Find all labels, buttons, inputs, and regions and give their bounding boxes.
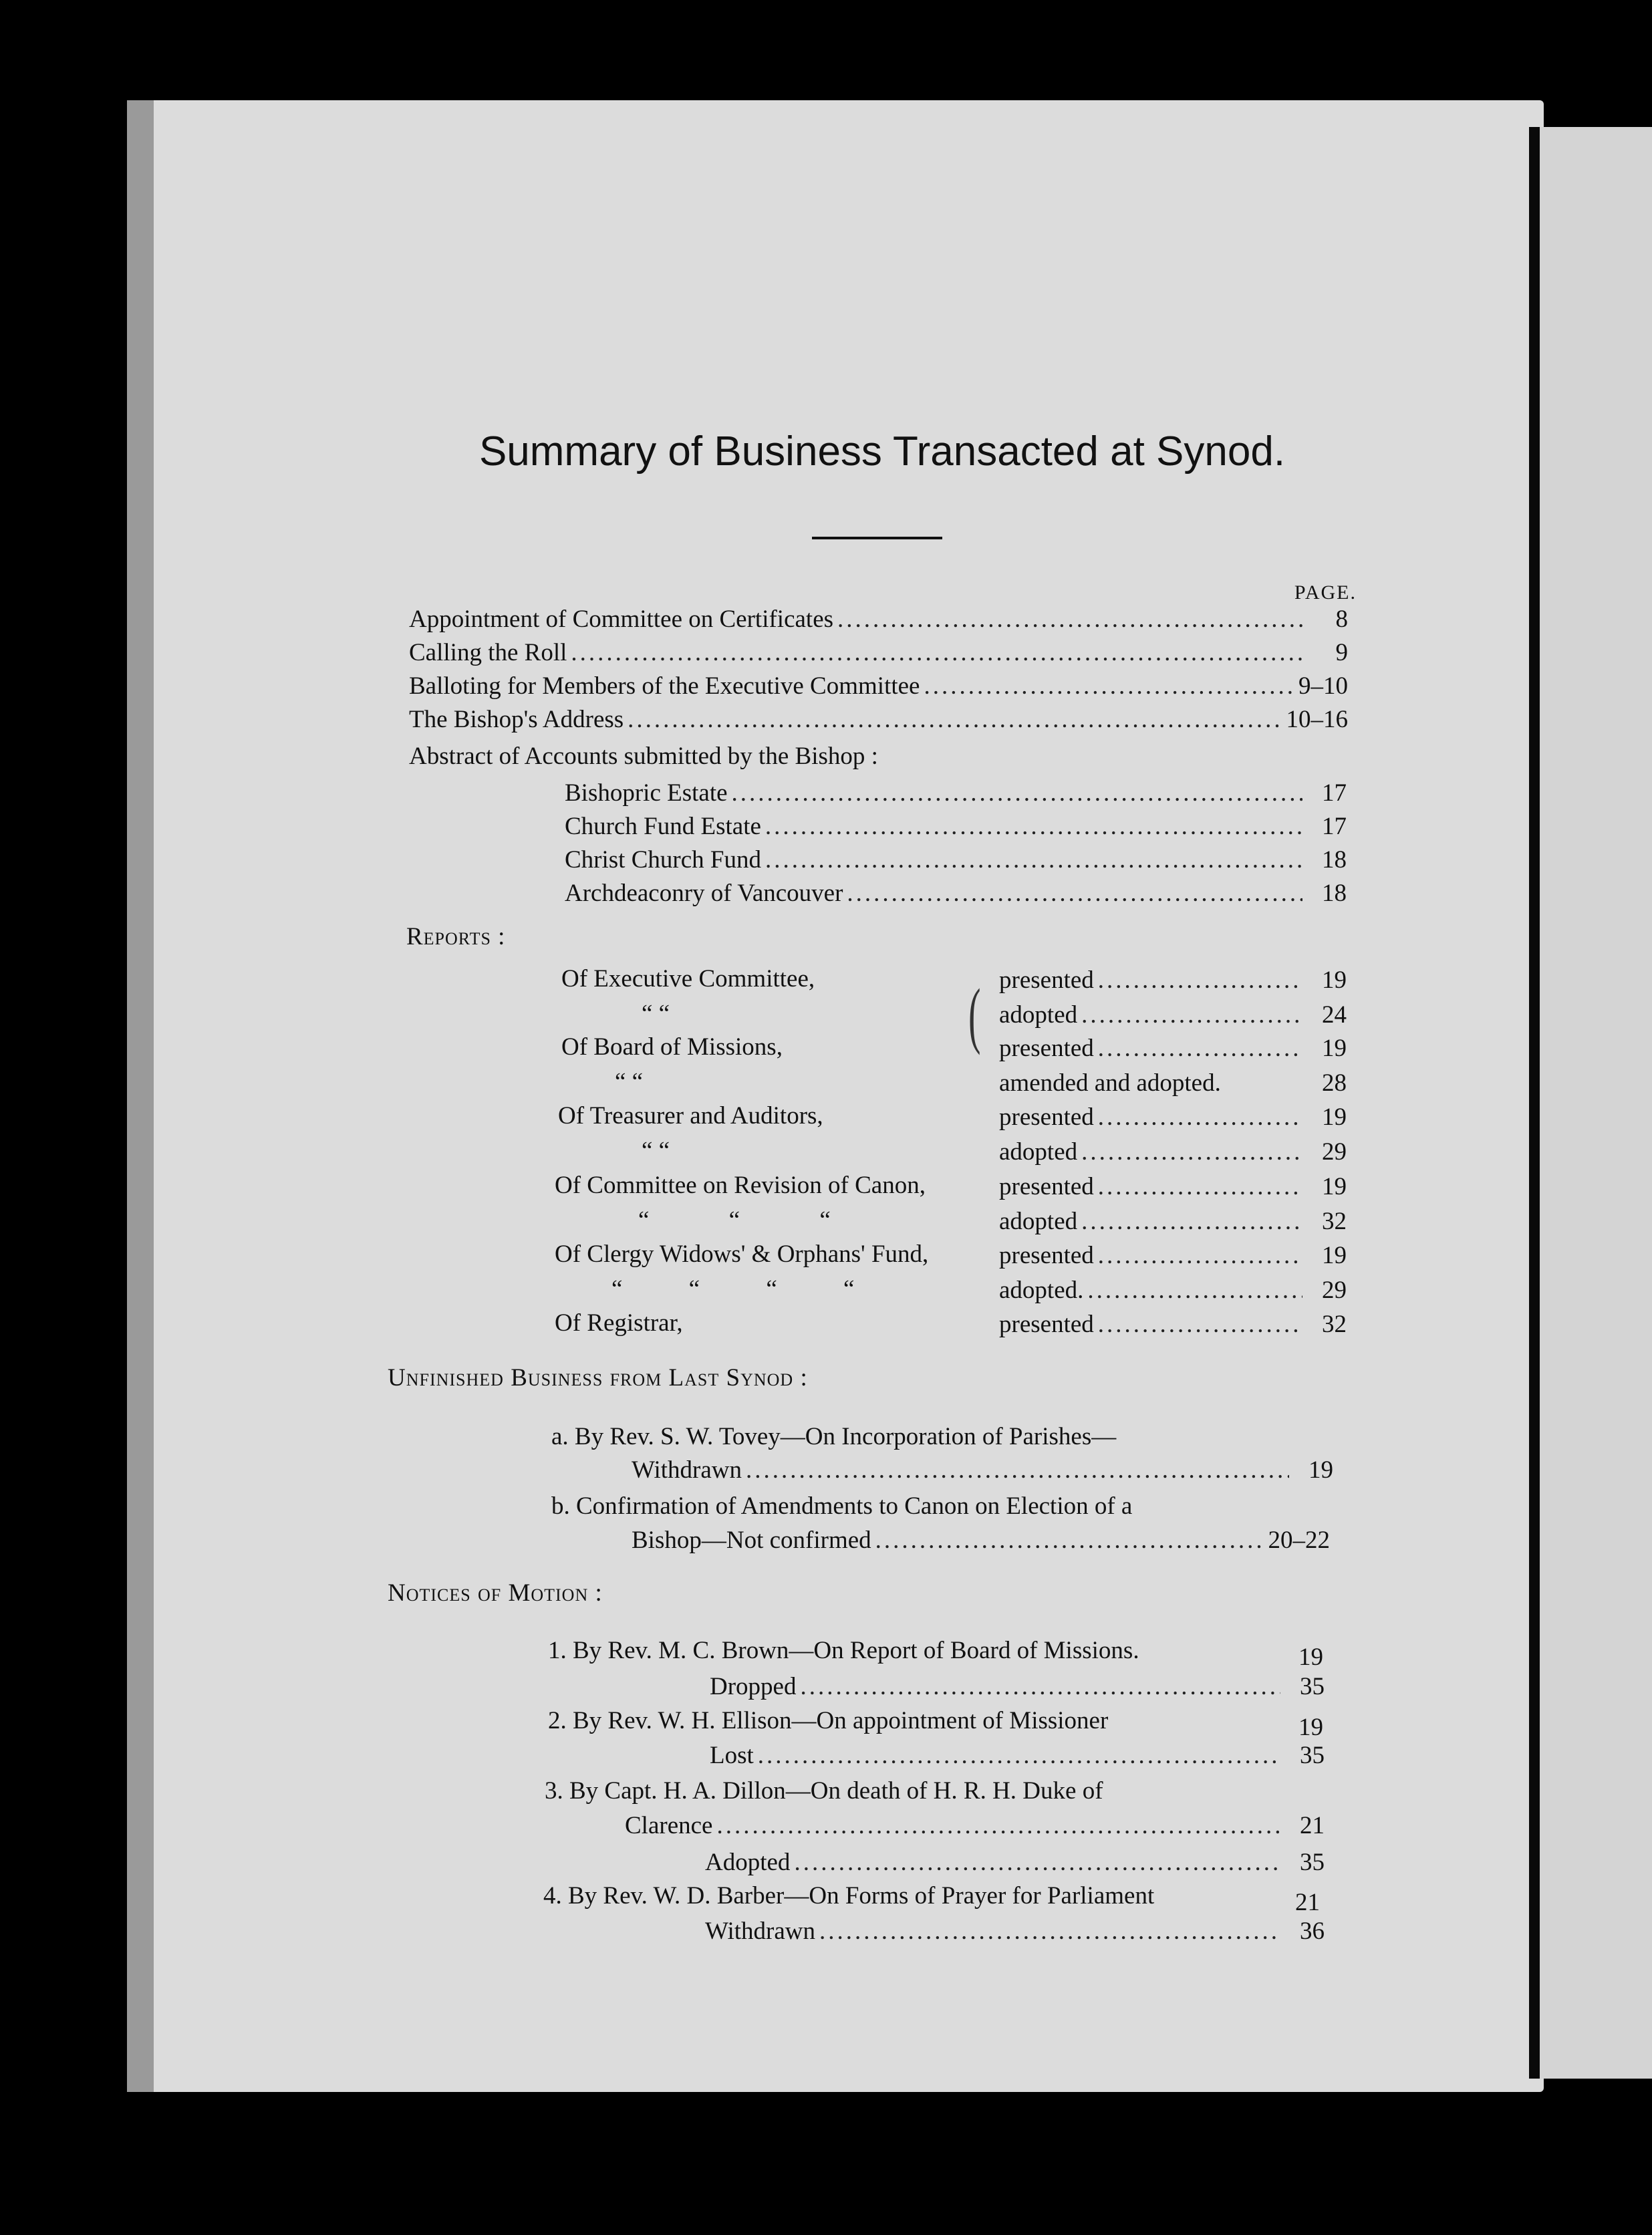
- report-action: adopted.: [999, 1277, 1084, 1304]
- leader-dots: [819, 1917, 1280, 1946]
- item-text: Withdrawn: [705, 1918, 815, 1945]
- item-continuation: [710, 1672, 1325, 1706]
- report-label: Of Registrar,: [555, 1309, 683, 1337]
- leader-dots: [847, 879, 1302, 908]
- report-page: 32: [1322, 1311, 1347, 1338]
- leader-dots: [746, 1456, 1289, 1484]
- leader-dots: [716, 1811, 1280, 1840]
- leader-dots: [758, 1741, 1280, 1770]
- report-action: presented: [999, 966, 1094, 994]
- report-action: adopted: [999, 1138, 1078, 1166]
- facing-page: [1540, 127, 1652, 2079]
- ditto-marks: “ “ “: [638, 1206, 831, 1234]
- report-action: presented: [999, 1311, 1094, 1338]
- item-page: 19: [1298, 1644, 1323, 1671]
- ditto-marks: “ “: [642, 1000, 670, 1027]
- leader-dots: [1098, 1172, 1302, 1201]
- report-row: [999, 1034, 1347, 1067]
- toc-entry: [565, 845, 1347, 879]
- item-page: 35: [1300, 1849, 1325, 1876]
- toc-entry: [565, 779, 1347, 812]
- report-page: 19: [1322, 1035, 1347, 1062]
- report-page: 29: [1322, 1138, 1347, 1166]
- item-page: 35: [1300, 1742, 1325, 1769]
- ditto-marks: “ “: [615, 1068, 644, 1095]
- report-row: [999, 1172, 1347, 1206]
- item-text: 1. By Rev. M. C. Brown—On Report of Board of Missions.: [548, 1637, 1139, 1664]
- item-continuation: [632, 1526, 1330, 1559]
- report-page: 19: [1322, 966, 1347, 994]
- report-action: presented: [999, 1035, 1094, 1062]
- toc-entry-text: Church Fund Estate: [565, 813, 761, 840]
- toc-entry: [565, 879, 1347, 912]
- item-page: 19: [1309, 1456, 1333, 1484]
- leader-dots: [1098, 1310, 1302, 1339]
- section-heading: Reports :: [406, 923, 506, 950]
- toc-entry-page: 17: [1322, 813, 1347, 840]
- book-edge: [127, 100, 154, 2092]
- report-page: 28: [1322, 1069, 1347, 1097]
- leader-dots: [765, 845, 1302, 874]
- leader-dots: [1098, 1241, 1302, 1270]
- item-text: Withdrawn: [632, 1456, 742, 1484]
- leader-dots: [732, 779, 1302, 807]
- toc-entry-page: 9–10: [1298, 672, 1348, 700]
- item-text: Dropped: [710, 1673, 797, 1700]
- page-title: Summary of Business Transacted at Synod.: [478, 428, 1286, 475]
- leader-dots: [1081, 1001, 1302, 1029]
- brace-mark: (: [968, 974, 981, 1055]
- item-text: Adopted: [705, 1849, 791, 1876]
- toc-entry-page: 10–16: [1286, 706, 1348, 733]
- item-page: 21: [1300, 1812, 1325, 1839]
- toc-entry-text: Christ Church Fund: [565, 846, 761, 874]
- item-text: 2. By Rev. W. H. Ellison—On appointment of Missioner: [548, 1707, 1109, 1734]
- item-page: 21: [1295, 1889, 1320, 1916]
- toc-entry-page: 9: [1335, 639, 1348, 666]
- toc-entry-page: 18: [1322, 880, 1347, 907]
- report-action: presented: [999, 1103, 1094, 1131]
- section-heading: Notices of Motion :: [388, 1579, 603, 1607]
- report-page: 32: [1322, 1208, 1347, 1235]
- toc-entry-text: Appointment of Committee on Certificates: [409, 606, 834, 633]
- item-page: 19: [1298, 1714, 1323, 1741]
- report-row: [999, 1310, 1347, 1343]
- item-page: 35: [1300, 1673, 1325, 1700]
- ditto-marks: “ “ “ “: [611, 1275, 855, 1303]
- report-row: [999, 1241, 1347, 1275]
- toc-entry-text: Bishopric Estate: [565, 779, 728, 807]
- leader-dots: [794, 1848, 1280, 1877]
- leader-dots: [1087, 1276, 1302, 1305]
- item-text: Clarence: [625, 1812, 713, 1839]
- report-row: [999, 1276, 1347, 1309]
- report-label: Of Executive Committee,: [561, 965, 815, 993]
- leader-dots: [1098, 1103, 1302, 1132]
- item-continuation: [625, 1811, 1325, 1845]
- report-label: Of Committee on Revision of Canon,: [555, 1172, 926, 1199]
- item-text: a. By Rev. S. W. Tovey—On Incorporation of Parishes—: [551, 1423, 1117, 1450]
- toc-entry: [409, 605, 1348, 638]
- leader-dots: [571, 638, 1304, 667]
- item-text: b. Confirmation of Amendments to Canon on Election of a: [551, 1492, 1133, 1520]
- report-label: Of Board of Missions,: [561, 1033, 783, 1061]
- item-continuation: [710, 1741, 1325, 1774]
- report-page: 19: [1322, 1242, 1347, 1269]
- leader-dots: [1098, 1034, 1302, 1063]
- report-row: [999, 1103, 1347, 1136]
- item-page: 36: [1300, 1918, 1325, 1945]
- toc-entry-page: 8: [1335, 606, 1348, 633]
- item-page: 20–22: [1268, 1527, 1330, 1554]
- item-text: 4. By Rev. W. D. Barber—On Forms of Prayer for Parliament: [543, 1882, 1155, 1910]
- report-action: adopted: [999, 1001, 1078, 1029]
- leader-dots: [837, 605, 1304, 634]
- page-column-header: PAGE.: [1294, 581, 1357, 604]
- report-label: Of Treasurer and Auditors,: [558, 1102, 823, 1130]
- report-action: amended and adopted.: [999, 1069, 1221, 1097]
- leader-dots: [924, 672, 1294, 700]
- leader-dots: [1081, 1138, 1302, 1166]
- report-action: presented: [999, 1173, 1094, 1200]
- report-page: 24: [1322, 1001, 1347, 1029]
- toc-entry-page: 18: [1322, 846, 1347, 874]
- item-continuation: [632, 1456, 1333, 1489]
- leader-dots: [1081, 1207, 1302, 1236]
- report-page: 29: [1322, 1277, 1347, 1304]
- report-row: [999, 1069, 1347, 1102]
- leader-dots: [875, 1526, 1264, 1555]
- toc-entry-text: Balloting for Members of the Executive Committee: [409, 672, 920, 700]
- toc-entry: [409, 638, 1348, 672]
- report-row: [999, 1001, 1347, 1034]
- report-page: 19: [1322, 1173, 1347, 1200]
- leader-dots: [765, 812, 1302, 841]
- leader-dots: [1098, 966, 1302, 995]
- report-row: [999, 966, 1347, 999]
- section-heading: Unfinished Business from Last Synod :: [388, 1364, 808, 1392]
- section-heading: Abstract of Accounts submitted by the Bishop :: [409, 743, 878, 770]
- item-continuation: [705, 1917, 1325, 1950]
- item-text: 3. By Capt. H. A. Dillon—On death of H. R. H. Duke of: [545, 1777, 1103, 1805]
- ditto-marks: “ “: [642, 1137, 670, 1164]
- toc-entry: [565, 812, 1347, 845]
- toc-entry: [409, 705, 1348, 739]
- item-text: Bishop—Not confirmed: [632, 1527, 871, 1554]
- report-label: Of Clergy Widows' & Orphans' Fund,: [555, 1240, 929, 1268]
- toc-entry: [409, 672, 1348, 705]
- page-gutter: [1529, 127, 1540, 2079]
- title-rule: [812, 537, 942, 539]
- leader-dots: [628, 705, 1282, 734]
- item-continuation: [705, 1848, 1325, 1881]
- toc-entry-page: 17: [1322, 779, 1347, 807]
- report-action: presented: [999, 1242, 1094, 1269]
- item-text: Lost: [710, 1742, 754, 1769]
- toc-entry-text: The Bishop's Address: [409, 706, 624, 733]
- report-row: [999, 1138, 1347, 1171]
- report-action: adopted: [999, 1208, 1078, 1235]
- leader-dots: [800, 1672, 1280, 1701]
- report-row: [999, 1207, 1347, 1240]
- toc-entry-text: Archdeaconry of Vancouver: [565, 880, 843, 907]
- toc-entry-text: Calling the Roll: [409, 639, 567, 666]
- report-page: 19: [1322, 1103, 1347, 1131]
